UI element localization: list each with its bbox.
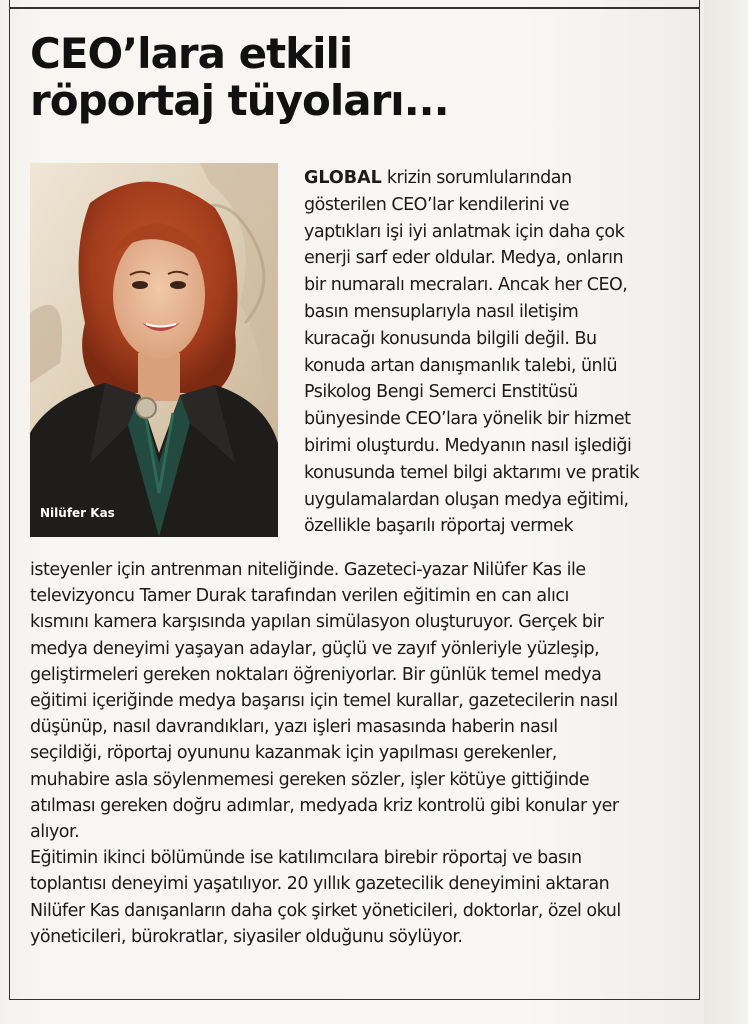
article-body-right-column: [304, 165, 696, 540]
left-border-rule: [9, 0, 10, 1000]
body-line: enerji sarf eder oldular. Medya, onların: [304, 248, 624, 269]
body-line: Eğitimin ikinci bölümünde ise katılımcılara birebir röportaj ve basın: [30, 848, 582, 869]
body-line: televizyoncu Tamer Durak tarafından verilen eğitimin en can alıcı: [30, 586, 569, 607]
portrait-photo: [30, 163, 278, 537]
right-border-rule: [699, 0, 700, 1000]
body-line: muhabire asla söylenmemesi gereken sözler, işler kötüye gittiğinde: [30, 769, 590, 790]
article-body-full-width: [30, 557, 690, 950]
body-line: toplantısı deneyimi yaşatılıyor. 20 yıllık gazetecilik deneyimini aktaran: [30, 874, 610, 895]
body-line: gösterilen CEO’lar kendilerini ve: [304, 194, 570, 215]
body-line: Psikolog Bengi Semerci Enstitüsü: [304, 382, 578, 403]
body-line: [304, 165, 696, 192]
body-line: kuracağı konusunda bilgili değil. Bu: [304, 328, 597, 349]
body-line-text: krizin sorumlularından: [381, 168, 572, 188]
body-line: özellikle başarılı röportaj vermek: [304, 516, 574, 537]
bottom-border-rule: [9, 999, 700, 1000]
body-line: eğitimi içeriğinde medya başarısı için temel kurallar, gazetecilerin nasıl: [30, 691, 618, 712]
body-line: kısmını kamera karşısında yapılan simülasyon oluşturuyor. Gerçek bir: [30, 612, 604, 633]
body-line: basın mensuplarıyla nasıl iletişim: [304, 301, 579, 322]
photo-caption: Nilüfer Kas: [40, 506, 115, 520]
top-border-rule: [9, 7, 700, 9]
body-line: Nilüfer Kas danışanların daha çok şirket yöneticileri, doktorlar, özel okul: [30, 900, 621, 921]
body-line: yaptıkları işi iyi anlatmak için daha çok: [304, 221, 625, 242]
body-line: uygulamalardan oluşan medya eğitimi,: [304, 489, 629, 510]
adjacent-page-edge: [704, 0, 748, 1024]
article-headline: [30, 30, 550, 124]
body-line: birimi oluşturdu. Medyanın nasıl işlediği: [304, 435, 632, 456]
body-line: medya deneyimi yaşayan adaylar, güçlü ve zayıf yönleriyle yüzleşip,: [30, 638, 600, 659]
body-line: yöneticileri, bürokratlar, siyasiler olduğunu söylüyor.: [30, 926, 463, 947]
body-line: atılması gereken doğru adımlar, medyada kriz kontrolü gibi konular yer: [30, 795, 619, 816]
body-line: konusunda temel bilgi aktarımı ve pratik: [304, 462, 639, 483]
body-line: isteyenler için antrenman niteliğinde. Gazeteci-yazar Nilüfer Kas ile: [30, 560, 586, 580]
body-line: seçildiği, röportaj oyununu kazanmak için yapılması gerekenler,: [30, 743, 557, 764]
body-line: alıyor.: [30, 822, 80, 843]
body-line: geliştirmeleri gereken noktaları öğreniyorlar. Bir günlük temel medya: [30, 664, 602, 685]
lead-word: GLOBAL: [304, 168, 382, 188]
body-line: bünyesinde CEO’lara yönelik bir hizmet: [304, 409, 631, 430]
body-line: düşünüp, nasıl davrandıkları, yazı işleri masasında haberin nasıl: [30, 717, 558, 738]
headline-line-2: röportaj tüyoları...: [30, 76, 449, 125]
portrait-illustration: [30, 163, 278, 537]
body-line: konuda artan danışmanlık talebi, ünlü: [304, 355, 618, 376]
headline-line-1: CEO’lara etkili: [30, 29, 353, 78]
body-line: bir numaralı mecraları. Ancak her CEO,: [304, 275, 628, 296]
